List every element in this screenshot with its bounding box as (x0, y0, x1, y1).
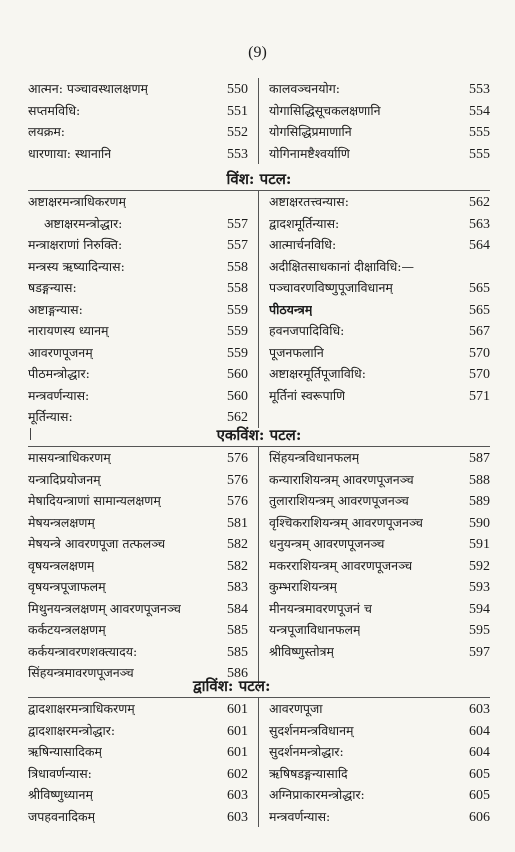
toc-entry (28, 784, 248, 806)
entry-page-number: 583 (227, 580, 248, 595)
entry-title: यन्त्रादिप्रयोजनम् (28, 471, 101, 487)
toc-entry (28, 234, 248, 256)
entry-title: सप्तमविधि: (28, 102, 81, 118)
entry-title: श्रीविष्णुध्यानम् (28, 787, 93, 802)
entry-title: अष्टाक्षरमन्त्राधिकरणम् (28, 194, 126, 209)
entry-title: अष्टाक्षरमन्त्रोद्धार: (44, 215, 123, 231)
entry-page-number: 554 (469, 103, 490, 119)
entry-page-number: 582 (227, 537, 248, 552)
chapter-title: द्वाविंश: पटल: (193, 677, 271, 695)
toc-left-column (28, 447, 259, 684)
entry-title: कर्कटयन्त्रलक्षणम् (28, 622, 106, 637)
toc-left-column (28, 191, 259, 428)
entry-page-number: 555 (469, 146, 490, 162)
entry-page-number: 591 (469, 537, 490, 552)
entry-page-number: 589 (469, 494, 490, 509)
entry-title: वृषयन्त्रलक्षणम् (28, 557, 95, 573)
entry-title: मन्त्रवर्णन्यास: (269, 808, 331, 824)
toc-entry (269, 256, 490, 278)
entry-title: आवरणपूजा (269, 701, 323, 716)
entry-page-number: 597 (469, 644, 490, 660)
entry-page-number: 581 (227, 515, 248, 531)
entry-page-number: 557 (227, 238, 248, 253)
toc-entry (269, 213, 490, 235)
entry-title: द्वादशमूर्तिन्यास: (269, 215, 340, 231)
entry-title: आवरणपूजनम् (28, 344, 93, 360)
entry-title: मन्त्रवर्णन्यास: (28, 387, 90, 403)
entry-page-number: 582 (227, 558, 248, 574)
entry-page-number: 576 (227, 451, 248, 466)
toc-entry (269, 100, 490, 122)
toc-entry (269, 320, 490, 342)
entry-title: ऋषिन्यासादिकम् (28, 744, 102, 759)
chapter-title: विंश: पटल: (226, 170, 292, 188)
toc-entry (28, 469, 248, 491)
entry-page-number: 604 (469, 745, 490, 760)
entry-title: तुलाराशियन्त्रम् आवरणपूजनञ्च (269, 493, 409, 508)
entry-page-number: 601 (227, 723, 248, 739)
toc-entry (28, 447, 248, 469)
entry-page-number: 559 (227, 324, 248, 339)
entry-page-number: 553 (469, 82, 490, 97)
entry-title: त्रिधावर्णन्यास: (28, 765, 92, 781)
entry-page-number: 588 (469, 472, 490, 488)
toc-entry (269, 121, 490, 143)
toc-entry (269, 447, 490, 469)
entry-page-number: 558 (227, 281, 248, 296)
entry-title: ऋषिषडङ्गन्यासादि (269, 765, 348, 781)
toc-left-column (28, 78, 259, 164)
entry-page-number: 560 (227, 388, 248, 404)
entry-page-number: 571 (469, 388, 490, 404)
toc-right-column (259, 447, 490, 684)
toc-entry (269, 277, 490, 299)
entry-page-number: 592 (469, 558, 490, 574)
toc-entry (269, 385, 490, 407)
entry-title: धनुयन्त्रम् आवरणपूजनञ्च (269, 536, 385, 551)
entry-page-number: 570 (469, 367, 490, 382)
toc-entry (28, 100, 248, 122)
toc-entry (28, 641, 248, 663)
toc-entry (28, 806, 248, 828)
entry-page-number: 584 (227, 601, 248, 617)
toc-entry (269, 469, 490, 491)
toc-entry (269, 490, 490, 512)
entry-page-number: 559 (227, 345, 248, 361)
entry-page-number: 590 (469, 515, 490, 531)
entry-title: योगासिद्धिसूचकलक्षणानि (269, 102, 381, 118)
entry-page-number: 585 (227, 623, 248, 638)
entry-title: अग्निप्राकारमन्त्रोद्धार: (269, 787, 365, 802)
toc-entry (269, 698, 490, 720)
entry-page-number: 570 (469, 345, 490, 361)
entry-title: मूर्तिनां स्वरूपाणि (269, 387, 346, 403)
entry-title: कुम्भराशियन्त्रम् (269, 579, 337, 594)
entry-page-number: 562 (469, 195, 490, 210)
entry-title: षडङ्गन्यास: (28, 280, 77, 295)
toc-right-column (259, 78, 490, 164)
entry-page-number: 551 (227, 103, 248, 119)
entry-page-number: 605 (469, 788, 490, 803)
toc-entry (28, 619, 248, 641)
toc-entry (269, 299, 490, 321)
toc-entry (28, 763, 248, 785)
entry-title: अदीक्षितसाधकानां दीक्षाविधि:— (269, 258, 415, 274)
toc-entry (269, 342, 490, 364)
entry-page-number: 604 (469, 723, 490, 739)
entry-page-number: 603 (227, 809, 248, 825)
entry-title: मकरराशियन्त्रम् आवरणपूजनञ्च (269, 557, 413, 573)
entry-page-number: 552 (227, 125, 248, 140)
entry-page-number: 564 (469, 238, 490, 253)
chapter-title: एकविंश: पटल: (216, 426, 302, 444)
entry-title: जपहवनादिकम् (28, 808, 96, 824)
toc-left-column (28, 698, 259, 827)
toc-entry (28, 256, 248, 278)
toc-entry (28, 490, 248, 512)
toc-entry (28, 720, 248, 742)
entry-title: पीठमन्त्रोद्धार: (28, 366, 90, 381)
entry-page-number: 594 (469, 601, 490, 617)
entry-page-number: 550 (227, 82, 248, 97)
toc-entry (28, 213, 248, 235)
entry-title: योगिनामष्टैश्वर्याणि (269, 145, 350, 161)
entry-title: सिंहयन्त्रविधानफलम् (269, 450, 360, 465)
entry-title: मन्त्रस्य ऋष्यादिन्यास: (28, 258, 125, 274)
entry-title: नारायणस्य ध्यानम् (28, 323, 109, 338)
entry-title: कालवञ्चनयोग: (269, 81, 340, 96)
entry-page-number: 603 (227, 788, 248, 803)
toc-entry (28, 533, 248, 555)
toc-entry (28, 576, 248, 598)
entry-title: सुदर्शनमन्त्रविधानम् (269, 722, 354, 738)
entry-page-number: 587 (469, 451, 490, 466)
toc-entry (28, 299, 248, 321)
toc-entry (269, 143, 490, 165)
entry-page-number: 603 (469, 702, 490, 717)
entry-title: द्वादशाक्षरमन्त्रोद्धार: (28, 722, 116, 738)
entry-title: अष्टाङ्गन्यास: (28, 301, 83, 317)
toc-entry (269, 191, 490, 213)
entry-title: मूर्तिन्यास: (28, 409, 73, 424)
toc-continuation (28, 78, 490, 164)
entry-page-number: 565 (469, 302, 490, 318)
toc-entry (28, 385, 248, 407)
entry-page-number: 601 (227, 745, 248, 760)
toc-entry (28, 598, 248, 620)
entry-page-number: 555 (469, 125, 490, 140)
entry-title: पूजनफलानि (269, 344, 324, 360)
entry-title: धारणाया: स्थानानि (28, 145, 112, 161)
toc-entry (28, 741, 248, 763)
entry-page-number: 576 (227, 494, 248, 509)
entry-title: हवनजपादिविधि: (269, 323, 345, 338)
entry-page-number: 601 (227, 702, 248, 717)
entry-page-number: 576 (227, 472, 248, 488)
toc-entry (269, 78, 490, 100)
toc-entry (28, 698, 248, 720)
toc-entry (269, 234, 490, 256)
toc-entry (269, 641, 490, 663)
entry-title: मेषादियन्त्राणां सामान्यलक्षणम् (28, 493, 161, 508)
entry-page-number: 595 (469, 623, 490, 638)
entry-title: योगसिद्धिप्रमाणानि (269, 124, 352, 139)
page-number: (9) (248, 44, 267, 61)
entry-title: मीनयन्त्रमावरणपूजनं च (269, 600, 372, 616)
toc-entry (269, 806, 490, 828)
entry-page-number: 563 (469, 216, 490, 232)
entry-page-number: 553 (227, 146, 248, 162)
entry-title: द्वादशाक्षरमन्त्राधिकरणम् (28, 701, 135, 716)
entry-title: श्रीविष्णुस्तोत्रम् (269, 643, 334, 659)
entry-title: मन्त्राक्षराणां निरुक्ति: (28, 237, 123, 252)
entry-title: पीठयन्त्रम् (269, 301, 313, 317)
toc-entry (28, 363, 248, 385)
entry-title: यन्त्रपूजाविधानफलम् (269, 622, 361, 637)
entry-title: आत्मार्चनविधि: (269, 237, 337, 252)
toc-entry (28, 512, 248, 534)
entry-title: आत्मन: पञ्चावस्थालक्षणम् (28, 81, 148, 96)
toc-entry (28, 320, 248, 342)
entry-title: कर्कयन्त्रावरणशक्त्यादय: (28, 643, 138, 659)
entry-title: अष्टाक्षरतत्त्वन्यास: (269, 194, 349, 209)
toc-entry (269, 363, 490, 385)
toc-entry (28, 342, 248, 364)
entry-title: मिथुनयन्त्रलक्षणम् आवरणपूजनञ्च (28, 600, 181, 616)
entry-title: वृश्चिकराशियन्त्रम् आवरणपूजनञ्च (269, 514, 423, 530)
entry-page-number: 560 (227, 367, 248, 382)
toc-entry (269, 784, 490, 806)
entry-page-number: 593 (469, 580, 490, 595)
entry-title: मेषयन्त्रलक्षणम् (28, 514, 95, 530)
entry-title: सुदर्शनमन्त्रोद्धार: (269, 744, 344, 759)
entry-title: कन्याराशियन्त्रम् आवरणपूजनञ्च (269, 471, 414, 487)
toc-entry (269, 512, 490, 534)
entry-page-number: 562 (227, 410, 248, 425)
entry-page-number: 559 (227, 302, 248, 318)
toc-entry (269, 533, 490, 555)
toc-entry (269, 555, 490, 577)
toc-entry (269, 741, 490, 763)
toc-entry (269, 619, 490, 641)
chapter-22 (28, 675, 490, 827)
chapter-21 (28, 424, 490, 684)
entry-page-number: 585 (227, 644, 248, 660)
entry-title: अष्टाक्षरमूर्तिपूजाविधि: (269, 366, 366, 381)
entry-title: लयक्रम: (28, 124, 66, 139)
toc-entry (269, 763, 490, 785)
entry-page-number: 602 (227, 766, 248, 782)
toc-entry (28, 191, 248, 213)
entry-page-number: 565 (469, 281, 490, 296)
toc-entry (28, 78, 248, 100)
entry-title: मासयन्त्राधिकरणम् (28, 450, 111, 465)
entry-title: वृषयन्त्रपूजाफलम् (28, 579, 106, 594)
toc-right-column (259, 698, 490, 827)
entry-page-number: 606 (469, 809, 490, 825)
entry-title: मेषयन्त्रे आवरणपूजा तत्फलञ्च (28, 536, 166, 551)
entry-page-number: 567 (469, 324, 490, 339)
chapter-20 (28, 168, 490, 428)
toc-entry (28, 555, 248, 577)
toc-entry (269, 598, 490, 620)
entry-title: सिंहयन्त्रमावरणपूजनञ्च (28, 665, 134, 680)
entry-page-number: 558 (227, 259, 248, 275)
toc-right-column (259, 191, 490, 428)
toc-entry (28, 121, 248, 143)
entry-page-number: 586 (227, 666, 248, 681)
entry-title: पञ्चावरणविष्णुपूजाविधानम् (269, 280, 393, 295)
toc-entry (269, 576, 490, 598)
toc-entry (269, 720, 490, 742)
toc-entry (28, 277, 248, 299)
entry-page-number: 557 (227, 216, 248, 232)
toc-entry (28, 143, 248, 165)
entry-page-number: 605 (469, 766, 490, 782)
